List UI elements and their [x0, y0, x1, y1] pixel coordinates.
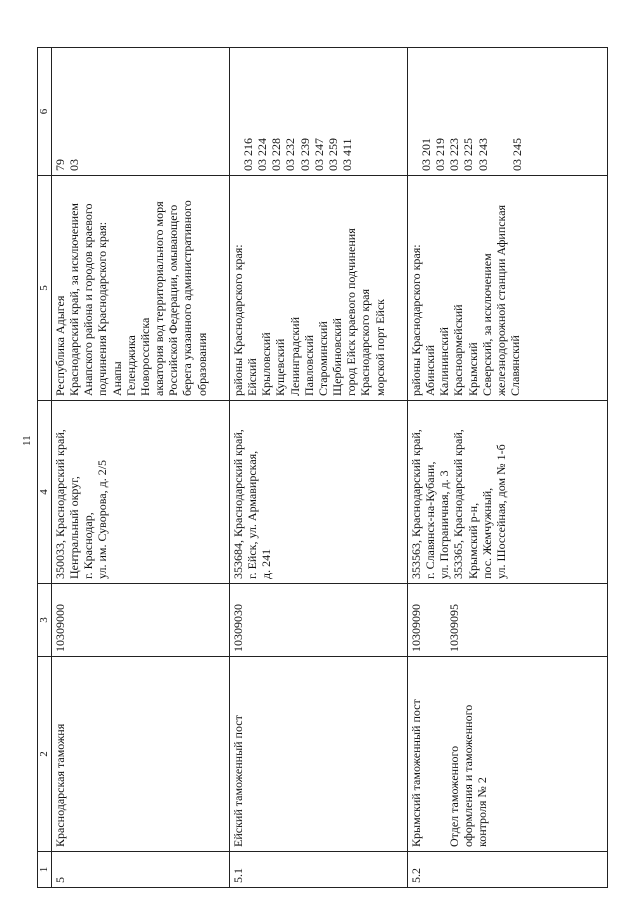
- region-list: [407, 176, 607, 401]
- customs-address: [229, 401, 407, 584]
- address-line: 353563, Краснодарский край,: [408, 429, 423, 579]
- region-code: 03 228: [269, 138, 284, 171]
- region-line: Российской Федерации, омывающего: [166, 204, 181, 396]
- region-line: районы Краснодарского края:: [230, 244, 245, 396]
- row-number: 5.1: [229, 852, 407, 888]
- region-line: Славянский: [508, 335, 523, 396]
- code-line: 10309030: [230, 604, 245, 652]
- customs-code: [229, 584, 407, 657]
- region-line: Республика Адыгея: [52, 295, 67, 396]
- region-line: город Ейск краевого подчинения: [344, 228, 359, 396]
- region-line: Краснодарского края: [358, 288, 373, 396]
- header-col-2: 2: [38, 657, 52, 852]
- address-line: г. Славянск-на-Кубани,: [423, 461, 438, 579]
- region-line: Крымский: [465, 342, 480, 396]
- customs-name: [51, 657, 229, 852]
- region-line: Староминский: [315, 321, 330, 396]
- region-code: 03 232: [283, 138, 298, 171]
- region-line: железнодорожной станции Афипская: [493, 204, 508, 396]
- address-line: ул. Пограничная, д. 3: [437, 470, 452, 579]
- customs-code: [407, 584, 607, 657]
- region-line: акватория вод территориального моря: [152, 201, 167, 396]
- name-line: оформления и таможенного: [461, 704, 476, 847]
- region-code: 03 216: [240, 138, 255, 171]
- region-code: 03 243: [475, 138, 490, 171]
- customs-address: [407, 401, 607, 584]
- region-line: Новороссийска: [137, 317, 152, 396]
- customs-address: [51, 401, 229, 584]
- region-code: 03 245: [509, 138, 524, 171]
- header-row: [38, 48, 52, 888]
- address-line: г. Ейск, ул. Армавирская,: [245, 450, 260, 579]
- region-line: Северский, за исключением: [479, 253, 494, 396]
- region-line: образования: [194, 332, 209, 396]
- region-list: [229, 176, 407, 401]
- region-line: Павловский: [301, 334, 316, 396]
- region-codes: [407, 48, 607, 176]
- region-line: Кущевский: [273, 338, 288, 396]
- address-line: 353684, Краснодарский край,: [230, 429, 245, 579]
- region-line: Геленджика: [123, 335, 138, 396]
- region-line: Ленинградский: [287, 316, 302, 396]
- address-line: д. 241: [259, 548, 274, 579]
- header-col-6: 6: [38, 48, 52, 176]
- region-line: Анапского района и городов краевого: [81, 203, 96, 396]
- table-row: [229, 48, 407, 888]
- region-code: 03 259: [325, 138, 340, 171]
- region-codes: [51, 48, 229, 176]
- region-code: 03 239: [297, 138, 312, 171]
- customs-table: [37, 47, 608, 888]
- name-line: Крымский таможенный пост: [408, 699, 423, 847]
- customs-code: [51, 584, 229, 657]
- region-list: [51, 176, 229, 401]
- name-line: Отдел таможенного: [447, 745, 462, 847]
- region-code: 03 201: [418, 138, 433, 171]
- code-line: 10309000: [52, 604, 67, 652]
- region-line: Крыловский: [259, 332, 274, 396]
- table-row: [51, 48, 229, 888]
- address-line: Центральный округ,: [67, 476, 82, 579]
- address-line: пос. Жемчужный,: [479, 487, 494, 579]
- region-line: берега указанного административного: [180, 200, 195, 396]
- region-code: 03: [67, 159, 82, 171]
- address-line: ул. Шоссейная, дом № 1-б: [493, 444, 508, 579]
- row-number: 5: [51, 852, 229, 888]
- page-number: 11: [21, 435, 33, 446]
- region-line: подчинения Краснодарского края:: [95, 221, 110, 396]
- region-code: 03 219: [433, 138, 448, 171]
- region-line: морской порт Ейск: [372, 299, 387, 396]
- region-code: 03 247: [311, 138, 326, 171]
- region-line: Красноармейский: [451, 304, 466, 396]
- name-line: Краснодарская таможня: [52, 723, 67, 847]
- address-line: 350033, Краснодарский край,: [52, 429, 67, 579]
- region-line: Краснодарский край, за исключением: [67, 202, 82, 396]
- region-line: Ейский: [245, 358, 260, 396]
- region-line: Калининский: [437, 327, 452, 396]
- customs-name: [407, 657, 607, 852]
- rotated-table-wrapper: [37, 48, 606, 888]
- name-line: Ейский таможенный пост: [230, 715, 245, 847]
- region-line: Щербиновский: [330, 318, 345, 396]
- header-col-5: 5: [38, 176, 52, 401]
- code-line: 10309090: [408, 604, 423, 652]
- address-line: г. Краснодар,: [81, 512, 96, 579]
- header-col-1: 1: [38, 852, 52, 888]
- region-line: Абинский: [423, 344, 438, 396]
- region-code: 03 225: [461, 138, 476, 171]
- region-code: 79: [52, 159, 67, 171]
- row-number: 5.2: [407, 852, 607, 888]
- name-line: контроля № 2: [475, 777, 490, 847]
- address-line: Крымский р-н,: [465, 502, 480, 579]
- region-code: 03 411: [340, 138, 355, 171]
- region-codes: [229, 48, 407, 176]
- customs-name: [229, 657, 407, 852]
- region-code: 03 223: [447, 138, 462, 171]
- code-line: 10309095: [447, 604, 462, 652]
- region-code: 03 224: [255, 138, 270, 171]
- address-line: 353365, Краснодарский край,: [451, 429, 466, 579]
- region-line: Анапы: [109, 361, 124, 396]
- address-line: ул. им. Суворова, д. 2/5: [95, 459, 110, 579]
- table-row: [407, 48, 607, 888]
- region-line: районы Краснодарского края:: [408, 244, 423, 396]
- header-col-4: 4: [38, 401, 52, 584]
- header-col-3: 3: [38, 584, 52, 657]
